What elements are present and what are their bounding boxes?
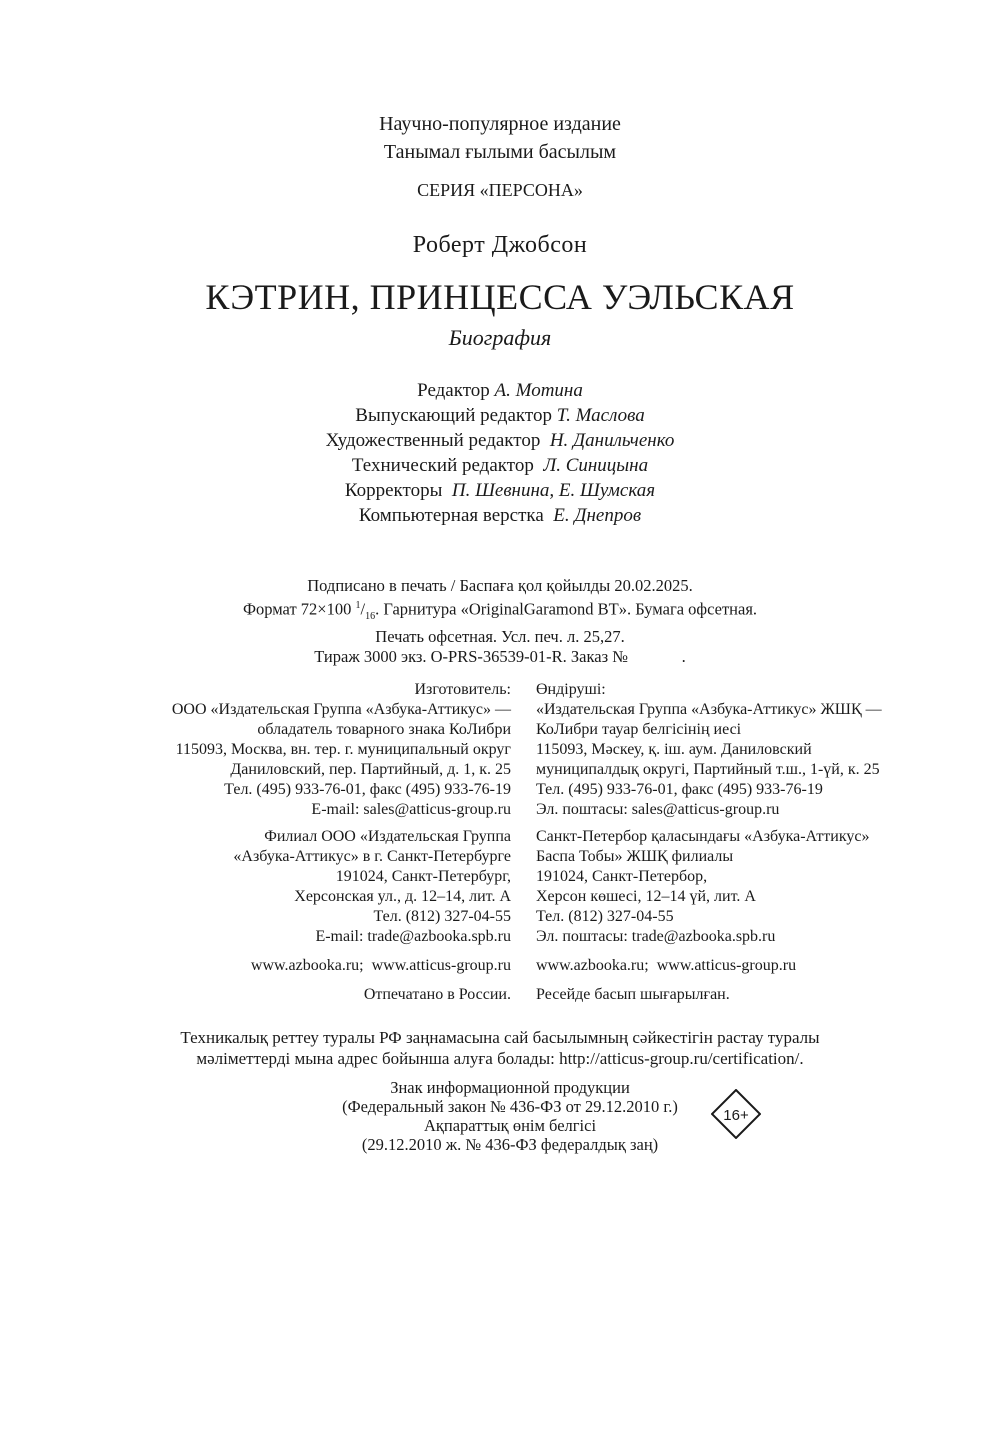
book-title: КЭТРИН, ПРИНЦЕССА УЭЛЬСКАЯ — [205, 277, 795, 317]
print-line: Печать офсетная. Усл. печ. л. 25,27. — [375, 626, 625, 646]
branch-kz-line: Баспа Тобы» ЖШҚ филиалы — [536, 848, 734, 865]
manufacturer-kz-line: муниципалдық округі, Партийный т.ш., 1-үй, к. 25 — [536, 761, 880, 778]
tech-regulation-line: мәліметтерді мына адрес бойынша алуға болады: http://atticus-group.ru/certification/. — [196, 1049, 804, 1068]
genre-block — [0, 110, 1000, 166]
credit-person: Т. Маслова — [556, 405, 645, 426]
manufacturer-ru-line: Даниловский, пер. Партийный, д. 1, к. 25 — [230, 761, 511, 778]
websites-ru: www.azbooka.ru; www.atticus-group.ru — [250, 957, 511, 974]
manufacturer-ru — [172, 680, 511, 820]
credit-line — [0, 503, 1000, 528]
manufacturer-kz-line: 115093, Мәскеу, қ. іш. аум. Даниловский — [536, 741, 812, 758]
branch-kz-line: Санкт-Петербор қаласындағы «Азбука-Аттикус» — [536, 828, 870, 845]
age-rating-text: 16+ — [723, 1107, 749, 1124]
credit-line — [0, 453, 1000, 478]
credit-person: Е. Днепров — [553, 505, 642, 526]
manufacturer-ru-line: E-mail: sales@atticus-group.ru — [311, 801, 511, 818]
format-fraction-den: 16 — [365, 610, 376, 622]
tech-regulation-line: Техникалық реттеу туралы РФ заңнамасына сай басылымның сәйкестігін растау туралы — [180, 1028, 820, 1047]
branch-ru-line: Херсонская ул., д. 12–14, лит. А — [294, 888, 511, 905]
credit-role: Редактор — [417, 380, 490, 401]
branch-kz-line: Эл. поштасы: trade@azbooka.spb.ru — [536, 928, 776, 945]
credits-list — [0, 378, 1000, 528]
signed-to-print: Подписано в печать / Баспаға қол қойылды 20.02.2025. — [307, 576, 693, 595]
credit-line — [0, 428, 1000, 453]
websites-kz: www.azbooka.ru; www.atticus-group.ru — [536, 957, 797, 974]
series-label: СЕРИЯ «ПЕРСОНА» — [417, 180, 583, 200]
printed-in-russia: Отпечатано в России. — [363, 986, 511, 1003]
branch-ru-line: «Азбука-Аттикус» в г. Санкт-Петербурге — [233, 848, 511, 865]
format-fraction-num: 1 — [355, 600, 361, 611]
printing-info — [0, 576, 1000, 667]
credit-role: Художественный редактор — [325, 430, 541, 451]
credit-line — [0, 403, 1000, 428]
format-line: Формат 72×100 $^1/_{16}$. Гарнитура «OriginalGaramond BT». Бумага офсетная. — [242, 599, 758, 622]
manufacturer-ru-line: обладатель товарного знака КоЛибри — [257, 721, 511, 738]
manufacturer-ru-line: 115093, Москва, вн. тер. г. муниципальный округ — [175, 741, 511, 758]
manufacturer-ru-line: ООО «Издательская Группа «Азбука-Аттикус» — — [171, 701, 511, 718]
genre-kz: Танымал ғылыми басылым — [383, 141, 617, 163]
author-name: Роберт Джобсон — [412, 232, 588, 258]
manufacturer-kz-line: Тел. (495) 933-76-01, факс (495) 933-76-19 — [536, 781, 823, 798]
manufacturer-ru-line: Тел. (495) 933-76-01, факс (495) 933-76-19 — [224, 781, 511, 798]
credit-role: Выпускающий редактор — [355, 405, 552, 426]
info-product-mark — [330, 1078, 690, 1154]
branch-ru — [233, 827, 511, 947]
info-mark-line: Ақпараттық өнім белгісі — [423, 1116, 597, 1135]
credit-person: П. Шевнина, Е. Шумская — [451, 480, 656, 501]
manufacturer-kz-line: Эл. поштасы: sales@atticus-group.ru — [536, 801, 780, 818]
credit-role: Корректоры — [344, 480, 443, 501]
run-line: Тираж 3000 экз. O-PRS-36539-01-R. Заказ № . — [314, 646, 686, 666]
branch-ru-line: Филиал ООО «Издательская Группа — [264, 828, 511, 845]
branch-ru-line: Тел. (812) 327-04-55 — [373, 908, 511, 925]
credit-line — [0, 478, 1000, 503]
age-rating-badge — [711, 1089, 761, 1139]
tech-regulation-note — [0, 1027, 1000, 1069]
credit-person: А. Мотина — [494, 380, 583, 401]
book-subtitle: Биография — [448, 325, 552, 350]
credit-line — [0, 378, 1000, 403]
branch-kz — [536, 827, 870, 947]
credit-role: Технический редактор — [351, 455, 534, 476]
genre-ru: Научно-популярное издание — [379, 113, 621, 135]
manufacturer-kz-line: Өндіруші: — [536, 681, 606, 698]
branch-kz-line: Херсон көшесі, 12–14 үй, лит. А — [536, 888, 756, 905]
credit-person: Н. Данильченко — [549, 430, 675, 451]
manufacturer-kz-line: «Издательская Группа «Азбука-Аттикус» ЖШҚ — — [536, 701, 882, 718]
branch-kz-line: Тел. (812) 327-04-55 — [536, 908, 674, 925]
branch-ru-line: E-mail: trade@azbooka.spb.ru — [315, 928, 511, 945]
branch-ru-line: 191024, Санкт-Петербург, — [335, 868, 511, 885]
info-mark-line: (29.12.2010 ж. № 436-ФЗ федералдық заң) — [361, 1135, 659, 1154]
printed-in-russia-kz: Ресейде басып шығарылған. — [536, 986, 730, 1003]
manufacturer-ru-line: Изготовитель: — [414, 681, 511, 698]
info-mark-line: (Федеральный закон № 436-ФЗ от 29.12.2010 г.) — [342, 1097, 678, 1116]
credit-role: Компьютерная верстка — [358, 505, 544, 526]
info-mark-line: Знак информационной продукции — [390, 1078, 630, 1097]
branch-kz-line: 191024, Санкт-Петербор, — [536, 868, 708, 885]
credit-person: Л. Синицына — [543, 455, 649, 476]
manufacturer-kz-line: КоЛибри тауар белгісінің иесі — [536, 721, 742, 738]
manufacturer-kz — [536, 680, 882, 820]
